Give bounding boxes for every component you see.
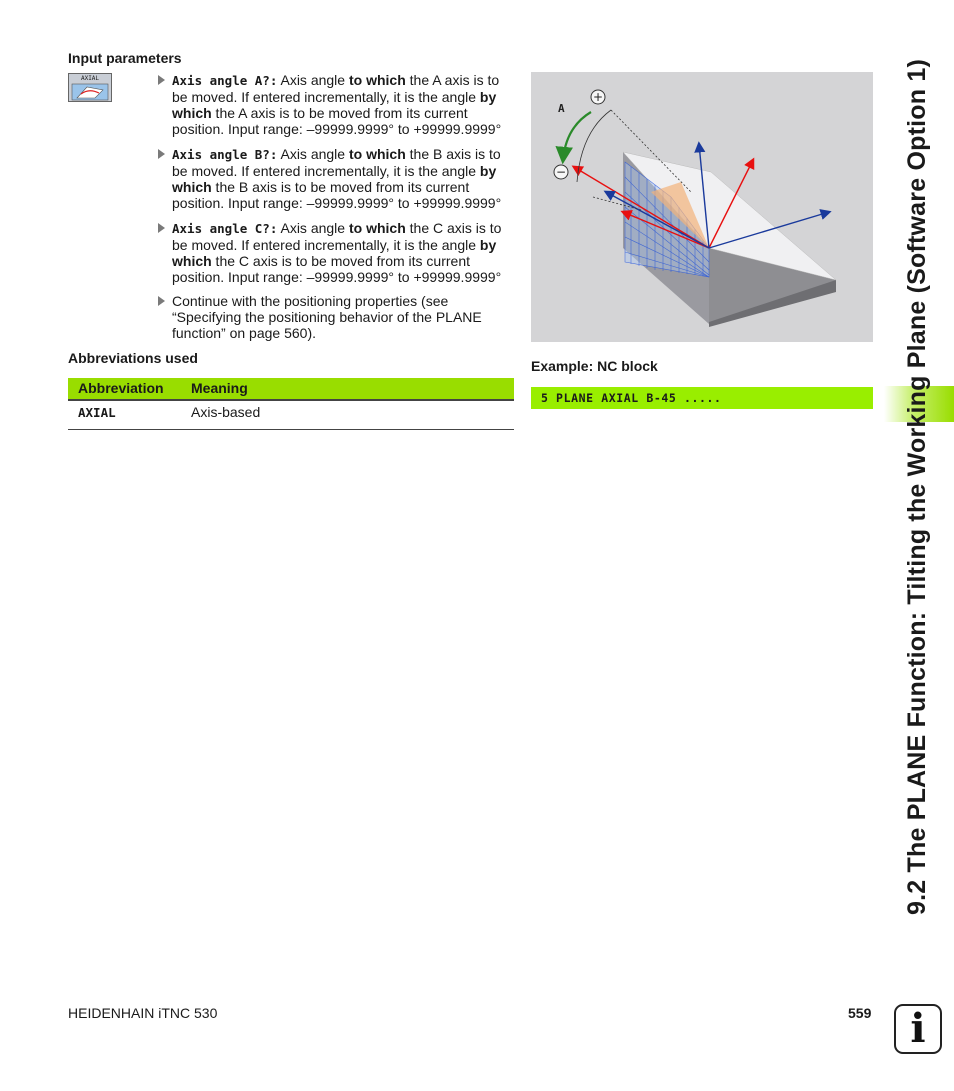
info-glyph: i [910,1005,926,1052]
param-text: the B axis is to be moved. If entered incrementally, it is the angle [172,146,501,179]
footer-manual-name: HEIDENHAIN iTNC 530 [68,1005,218,1021]
axis-a-label: A [558,102,565,115]
table-cell-abbr: AXIAL [78,405,116,420]
param-emph: by which [172,89,497,121]
param-code: Axis angle A?: [172,73,278,88]
continue-text: Continue with the positioning properties (see “Specifying the positioning behavior of the PLANE function” on page 560). [172,293,482,341]
param-text: the A axis is to be moved. If entered incrementally, it is the angle [172,72,500,105]
plane-axial-figure [531,72,873,342]
param-code: Axis angle C?: [172,221,278,236]
param-text: the A axis is to be moved from its current position. Input range: –99999.9999° to +99999.9999° [172,105,502,137]
table-bottom-rule [68,429,514,430]
col-header-meaning: Meaning [191,380,248,396]
param-text: Axis angle [277,220,349,236]
tilted-plane-diagram [531,72,873,342]
param-axis-c [158,220,514,285]
continue-instruction [158,293,498,341]
param-text: the C axis is to be moved from its current position. Input range: –99999.9999° to +99999.9999° [172,253,502,285]
param-text: the B axis is to be moved from its current position. Input range: –99999.9999° to +99999.9999° [172,179,502,211]
table-cell-meaning: Axis-based [191,404,261,420]
param-emph: by which [172,237,497,269]
bullet-arrow-icon [158,223,165,233]
info-icon [894,1004,942,1054]
param-axis-b [158,146,514,211]
softkey-plane-icon [69,82,111,102]
minus-sign: − [555,165,567,179]
nc-block-code: 5 PLANE AXIAL B-45 ..... [541,391,722,405]
param-axis-a [158,72,514,137]
abbrev-table-header [68,378,514,399]
param-emph: to which [348,72,406,88]
param-emph: by which [172,163,497,195]
param-text: the C axis is to be moved. If entered incrementally, it is the angle [172,220,502,253]
chapter-side-title: 9.2 The PLANE Function: Tilting the Working Plane (Software Option 1) [903,59,931,915]
example-heading: Example: NC block [531,358,658,374]
plus-sign: + [592,90,604,104]
param-code: Axis angle B?: [172,147,278,162]
bullet-arrow-icon [158,296,165,306]
input-parameters-heading: Input parameters [68,50,182,66]
table-row [68,404,514,424]
softkey-label: AXIAL [80,75,100,82]
param-emph: to which [348,146,406,162]
bullet-arrow-icon [158,75,165,85]
footer-page-number: 559 [848,1005,872,1021]
table-header-rule [68,399,514,401]
bullet-arrow-icon [158,149,165,159]
param-emph: to which [348,220,406,236]
col-header-abbreviation: Abbreviation [78,380,164,396]
axial-softkey [68,73,112,102]
param-text: Axis angle [277,146,349,162]
abbreviations-heading: Abbreviations used [68,350,198,366]
param-text: Axis angle [277,72,349,88]
nc-block-bar [531,387,873,409]
